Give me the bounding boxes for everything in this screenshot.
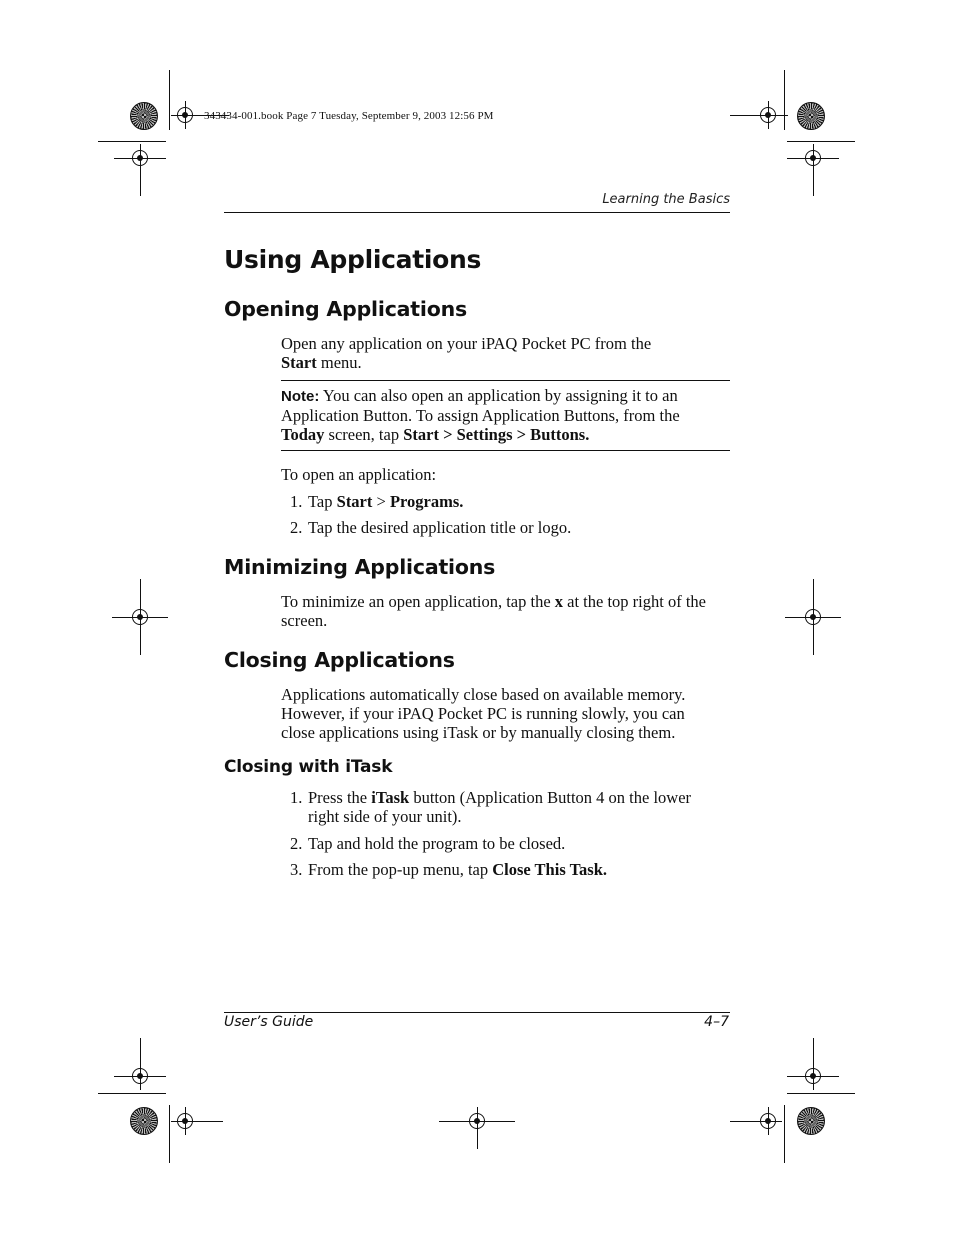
header-rule [224, 212, 730, 213]
registration-target-icon [797, 1107, 825, 1135]
note-top-rule [281, 380, 730, 381]
footer-rule [224, 1012, 730, 1013]
start-menu-term: Start [281, 353, 317, 372]
footer-title: User’s Guide [224, 1014, 314, 1030]
subsection-heading-itask: Closing with iTask [224, 757, 393, 777]
opening-intro: Open any application on your iPAQ Pocket PC from the Start menu. [281, 334, 731, 372]
registration-target-icon [130, 102, 158, 130]
registration-target-icon [797, 102, 825, 130]
section-heading-minimizing: Minimizing Applications [224, 555, 496, 579]
page-number: 4–7 [704, 1014, 729, 1030]
section-heading-closing: Closing Applications [224, 648, 455, 672]
page-title: Using Applications [224, 245, 482, 274]
note-label: Note: [281, 388, 320, 405]
minimizing-text: To minimize an open application, tap the x at the top right of the screen. [281, 592, 706, 630]
opening-intro-line: Open any application on your iPAQ Pocket PC from the [281, 334, 652, 353]
print-slug: 343434-001.book Page 7 Tuesday, September 9, 2003 12:56 PM [204, 110, 494, 122]
section-heading-opening: Opening Applications [224, 297, 467, 321]
closing-text: Applications automatically close based on available memory. However, if your iPAQ Pocket PC is running slowly, you can close applications using iTask or by manually closing them. [281, 685, 686, 742]
opening-lead: To open an application: [281, 465, 437, 484]
note-bottom-rule [281, 450, 730, 451]
running-head: Learning the Basics [602, 192, 730, 207]
note-block: Note: You can also open an application by assigning it to an Application Button. To assign Application Buttons, from the Today screen, tap Start > Settings > Buttons. [281, 386, 680, 444]
registration-target-icon [130, 1107, 158, 1135]
